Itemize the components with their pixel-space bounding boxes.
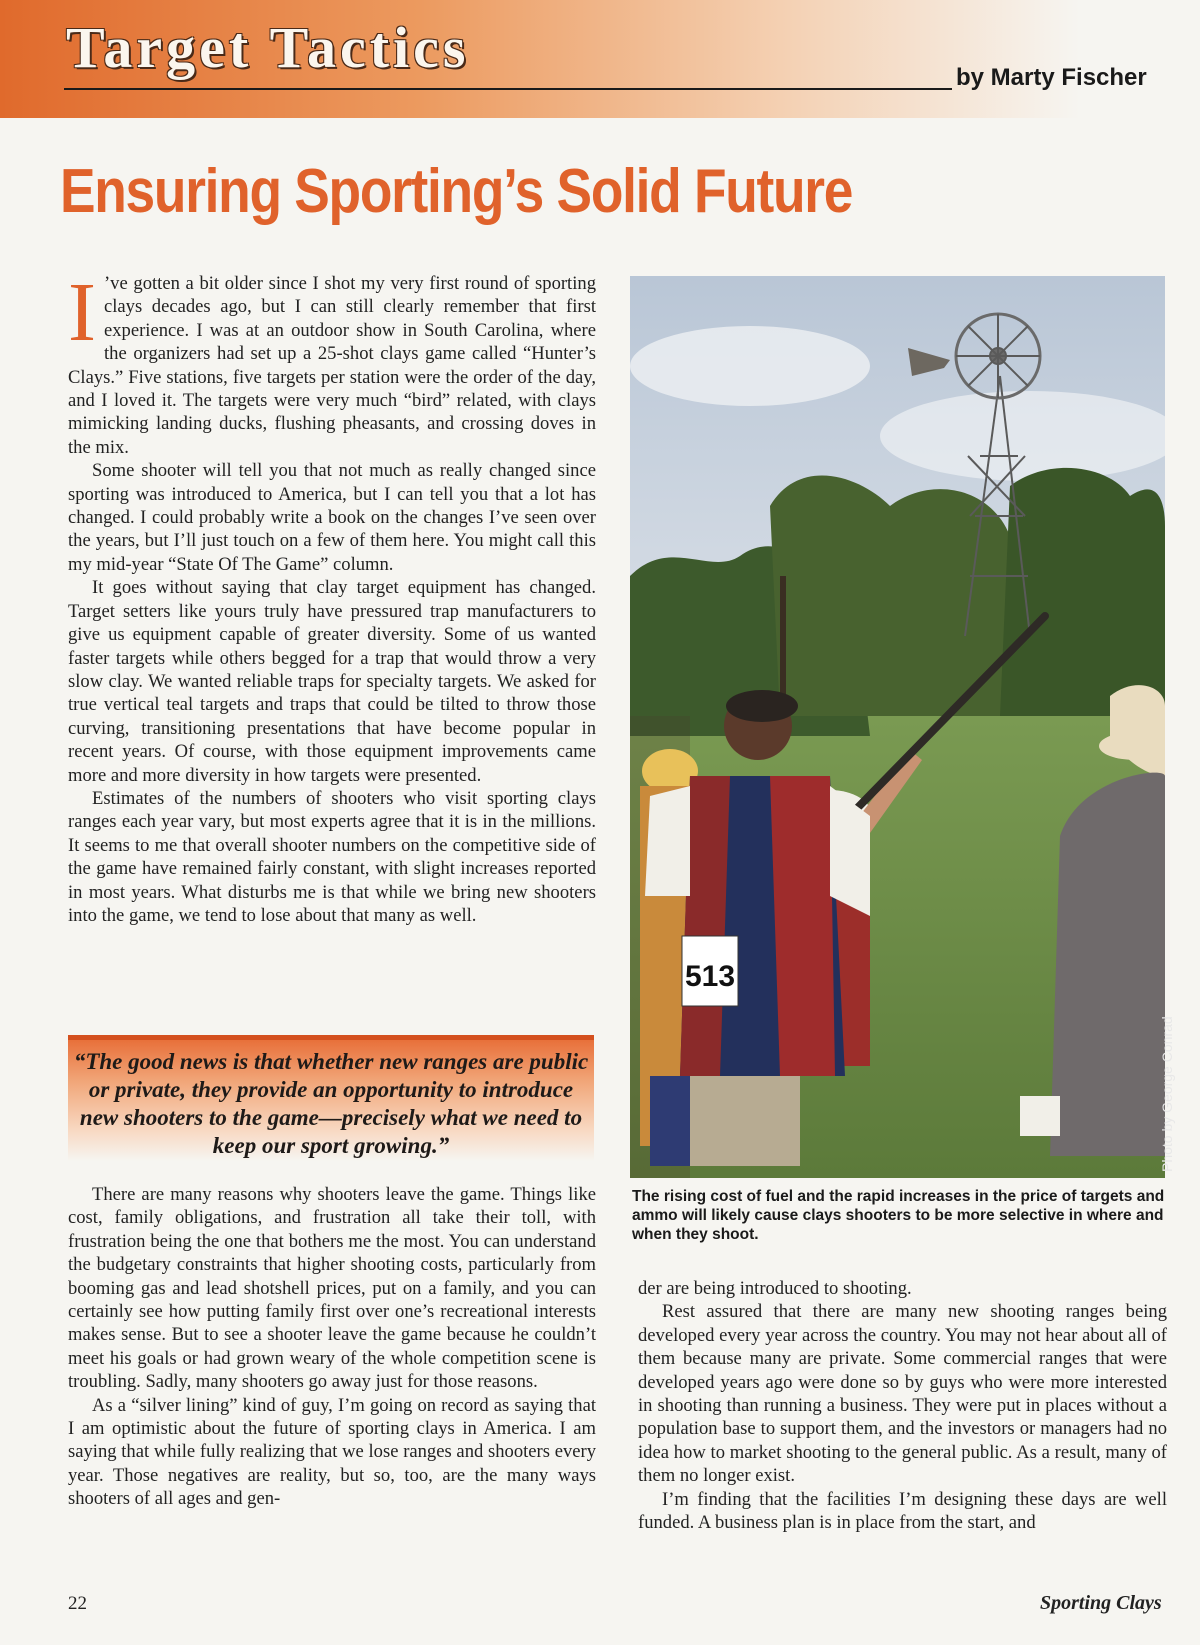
photo-caption: The rising cost of fuel and the rapid increases in the price of targets and ammo will likely cause clays shooters to be more selective in where and when they shoot.: [632, 1188, 1165, 1243]
dropcap: I: [68, 266, 96, 359]
header-rule: [64, 88, 952, 90]
page-number: 22: [68, 1593, 87, 1614]
pull-quote-text: “The good news is that whether new ranges are public or private, they provide an opportunity to introduce new shooters to the game—precisely what we need to keep our sport growing.”: [73, 1049, 589, 1158]
left-column-upper: [68, 266, 596, 927]
pull-quote-box: [68, 1035, 594, 1161]
paragraph: It goes without saying that clay target equipment has changed. Target setters like yours truly have pressured trap manufacturers to give us equipment capable of greater diversity. Some of us wanted faster targets while others begged for a trap that would throw a very slow clay. We wanted reliable traps for specialty targets. We asked for true vertical teal targets and traps that could be tilted to throw those curving, transitioning presentations that have become popular in recent years. Of course, with those equipment improvements came more and more diversity in how targets were presented.: [68, 577, 596, 786]
magazine-name: Sporting Clays: [1040, 1592, 1162, 1614]
photo-credit: Photo by George Conrad: [1159, 1016, 1175, 1172]
bib-number: 513: [684, 960, 736, 993]
paragraph: I’m finding that the facilities I’m designing these days are well funded. A business plan is in place from the start, and: [638, 1488, 1167, 1534]
paragraph: There are many reasons why shooters leave the game. Things like cost, family obligations, and frustration all take their toll, with frustration being the one that bothers me the most. You can understand the budgetary constraints that higher shooting costs, particularly from booming gas and lead shotshell prices, put on a family, and you can certainly see how putting family first over one’s recreational interests makes sense. But to see a shooter leave the game because he couldn’t meet his goals or had grown weary of the whole competition scene is troubling. Sadly, many shooters go away just for those reasons.: [68, 1184, 596, 1393]
series-title: Target Tactics: [66, 15, 470, 80]
right-column: [638, 1277, 1167, 1534]
article-headline: Ensuring Sporting’s Solid Future: [60, 157, 853, 226]
paragraph: I ’ve gotten a bit older since I shot my very first round of sporting clays decades ago, but I can still clearly remember that first experience. I was at an outdoor show in South Carolina, where the organizers had set up a 25-shot clays game called “Hunter’s Clays.” Five stations, five targets per station were the order of the day, and I loved it. The targets were very much “bird” related, with clays mimicking landing ducks, flushing pheasants, and crossing doves in the mix.: [68, 266, 596, 458]
shooting-scene-illustration: [630, 276, 1165, 1178]
left-column-lower: [68, 1183, 596, 1511]
paragraph: der are being introduced to shooting.: [638, 1278, 912, 1299]
paragraph: Some shooter will tell you that not much as really changed since sporting was introduced to America, but I can tell you that a lot has changed. I could probably write a book on the changes I’ve seen over the years, but I’ll just touch on a few of them here. You might call this my mid-year “State Of The Game” column.: [68, 460, 596, 575]
paragraph: As a “silver lining” kind of guy, I’m going on record as saying that I am optimistic about the future of sporting clays in America. I am saying that while fully realizing that we lose ranges and shooters every year. Those negatives are reality, but so, too, are the many ways shooters of all ages and gen-: [68, 1394, 596, 1510]
paragraph: Estimates of the numbers of shooters who visit sporting clays ranges each year vary, but most experts agree that it is in the millions. It seems to me that overall shooter numbers on the competitive side of the game have remained fairly constant, with slight increases reported in most years. What disturbs me is that while we bring new shooters into the game, we tend to lose about that many as well.: [68, 787, 596, 926]
byline: by Marty Fischer: [956, 64, 1147, 91]
article-photo: [630, 276, 1165, 1178]
paragraph: Rest assured that there are many new shooting ranges being developed every year across the country. You may not hear about all of them because many are private. Some commercial ranges that were developed years ago were done so by guys who were more interested in shooting than running a business. They were put in places without a population base to support them, and the investors or managers had no idea how to market shooting to the general public. As a result, many of them no longer exist.: [638, 1301, 1167, 1487]
